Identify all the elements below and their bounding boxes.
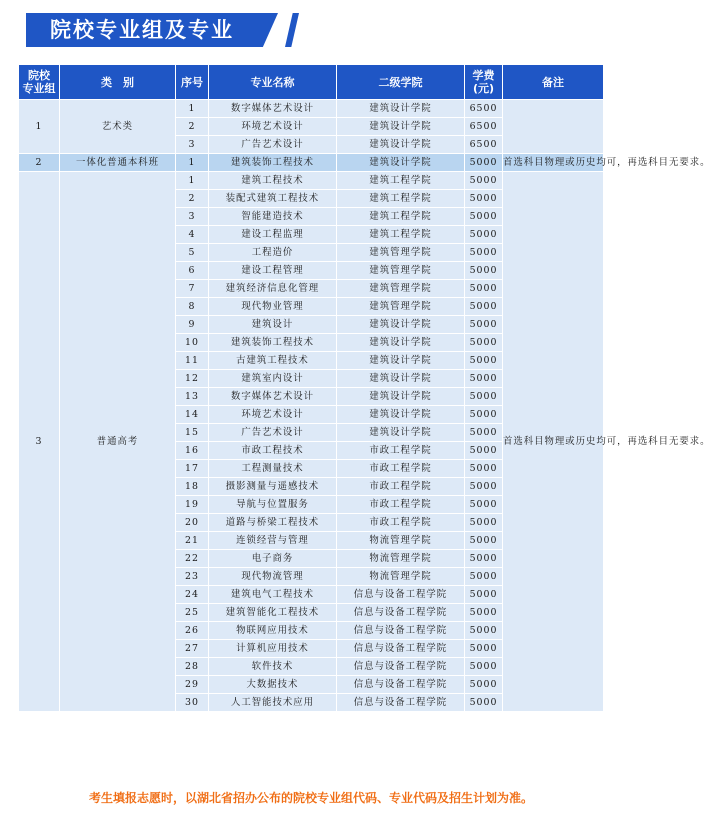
table-row [19,100,604,118]
seq-cell: 23 [176,568,209,586]
major-name-cell: 数字媒体艺术设计 [209,388,337,406]
fee-cell: 5000 [465,694,503,712]
fee-cell: 5000 [465,514,503,532]
seq-cell: 21 [176,532,209,550]
footer-notice: 考生填报志愿时，以湖北省招办公布的院校专业组代码、专业代码及招生计划为准。 [88,791,533,805]
college-cell: 建筑管理学院 [337,298,465,316]
major-name-cell: 装配式建筑工程技术 [209,190,337,208]
major-name-cell: 建筑装饰工程技术 [209,334,337,352]
seq-cell: 26 [176,622,209,640]
college-cell: 物流管理学院 [337,568,465,586]
major-name-cell: 人工智能技术应用 [209,694,337,712]
major-name-cell: 建筑设计 [209,316,337,334]
fee-cell: 5000 [465,496,503,514]
major-name-cell: 市政工程技术 [209,442,337,460]
fee-cell: 5000 [465,658,503,676]
group-id-cell: 2 [19,154,60,172]
college-cell: 信息与设备工程学院 [337,640,465,658]
fee-cell: 5000 [465,244,503,262]
fee-cell: 5000 [465,352,503,370]
fee-cell: 6500 [465,100,503,118]
major-name-cell: 建设工程监理 [209,226,337,244]
seq-cell: 12 [176,370,209,388]
college-cell: 物流管理学院 [337,550,465,568]
fee-cell: 5000 [465,532,503,550]
major-name-cell: 环境艺术设计 [209,406,337,424]
table-body [19,100,711,712]
major-name-cell: 工程造价 [209,244,337,262]
fee-cell: 5000 [465,478,503,496]
seq-cell: 20 [176,514,209,532]
college-cell: 建筑设计学院 [337,352,465,370]
seq-cell: 5 [176,244,209,262]
major-name-cell: 建筑智能化工程技术 [209,604,337,622]
college-cell: 市政工程学院 [337,514,465,532]
fee-cell: 6500 [465,136,503,154]
college-cell: 建筑设计学院 [337,100,465,118]
seq-cell: 3 [176,136,209,154]
seq-cell: 27 [176,640,209,658]
fee-cell: 5000 [465,172,503,190]
major-name-cell: 导航与位置服务 [209,496,337,514]
major-name-cell: 工程测量技术 [209,460,337,478]
seq-cell: 10 [176,334,209,352]
major-name-cell: 建筑室内设计 [209,370,337,388]
seq-cell: 29 [176,676,209,694]
college-cell: 建筑设计学院 [337,136,465,154]
seq-cell: 7 [176,280,209,298]
college-cell: 建筑工程学院 [337,190,465,208]
college-cell: 建筑工程学院 [337,208,465,226]
college-cell: 物流管理学院 [337,532,465,550]
college-cell: 信息与设备工程学院 [337,694,465,712]
header-fee: 学费 (元) [465,65,503,100]
major-name-cell: 广告艺术设计 [209,424,337,442]
header-note: 备注 [503,65,604,100]
fee-cell: 5000 [465,586,503,604]
college-cell: 建筑管理学院 [337,262,465,280]
college-cell: 市政工程学院 [337,478,465,496]
major-name-cell: 古建筑工程技术 [209,352,337,370]
fee-cell: 5000 [465,316,503,334]
seq-cell: 16 [176,442,209,460]
fee-cell: 5000 [465,226,503,244]
fee-cell: 6500 [465,118,503,136]
college-cell: 建筑设计学院 [337,334,465,352]
college-cell: 建筑管理学院 [337,244,465,262]
fee-cell: 5000 [465,208,503,226]
table-row [19,172,604,190]
seq-cell: 18 [176,478,209,496]
seq-cell: 13 [176,388,209,406]
seq-cell: 22 [176,550,209,568]
fee-cell: 5000 [465,280,503,298]
fee-cell: 5000 [465,550,503,568]
college-cell: 建筑设计学院 [337,370,465,388]
category-cell: 普通高考 [60,172,176,712]
major-name-cell: 建筑工程技术 [209,172,337,190]
table-row [19,154,604,172]
seq-cell: 6 [176,262,209,280]
seq-cell: 1 [176,154,209,172]
group-id-cell: 3 [19,172,60,712]
fee-cell: 5000 [465,568,503,586]
note-cell [503,100,604,154]
fee-cell: 5000 [465,640,503,658]
major-name-cell: 建筑装饰工程技术 [209,154,337,172]
category-cell: 一体化普通本科班 [60,154,176,172]
major-name-cell: 电子商务 [209,550,337,568]
fee-cell: 5000 [465,622,503,640]
college-cell: 建筑管理学院 [337,280,465,298]
fee-cell: 5000 [465,676,503,694]
majors-table [18,64,711,712]
category-cell: 艺术类 [60,100,176,154]
fee-cell: 5000 [465,334,503,352]
college-cell: 信息与设备工程学院 [337,676,465,694]
college-cell: 建筑设计学院 [337,424,465,442]
seq-cell: 30 [176,694,209,712]
college-cell: 市政工程学院 [337,442,465,460]
fee-cell: 5000 [465,190,503,208]
fee-cell: 5000 [465,262,503,280]
fee-cell: 5000 [465,424,503,442]
college-cell: 建筑设计学院 [337,154,465,172]
college-cell: 建筑设计学院 [337,388,465,406]
major-name-cell: 道路与桥梁工程技术 [209,514,337,532]
major-name-cell: 建设工程管理 [209,262,337,280]
fee-cell: 5000 [465,370,503,388]
header-seq: 序号 [176,65,209,100]
college-cell: 市政工程学院 [337,460,465,478]
table-header-row [19,65,604,100]
major-name-cell: 现代物流管理 [209,568,337,586]
header-college: 二级学院 [337,65,465,100]
seq-cell: 25 [176,604,209,622]
seq-cell: 2 [176,118,209,136]
title-slash-decoration [285,13,299,47]
major-name-cell: 建筑经济信息化管理 [209,280,337,298]
note-cell: 首选科目物理或历史均可，再选科目无要求。 [503,154,604,172]
seq-cell: 8 [176,298,209,316]
major-name-cell: 建筑电气工程技术 [209,586,337,604]
fee-cell: 5000 [465,154,503,172]
college-cell: 建筑设计学院 [337,316,465,334]
seq-cell: 17 [176,460,209,478]
seq-cell: 24 [176,586,209,604]
major-name-cell: 环境艺术设计 [209,118,337,136]
seq-cell: 2 [176,190,209,208]
seq-cell: 4 [176,226,209,244]
college-cell: 建筑设计学院 [337,406,465,424]
major-name-cell: 软件技术 [209,658,337,676]
seq-cell: 19 [176,496,209,514]
seq-cell: 3 [176,208,209,226]
seq-cell: 14 [176,406,209,424]
seq-cell: 11 [176,352,209,370]
note-cell: 首选科目物理或历史均可，再选科目无要求。 [503,172,604,712]
seq-cell: 1 [176,172,209,190]
header-group: 院校 专业组 [19,65,60,100]
college-cell: 信息与设备工程学院 [337,658,465,676]
page-title: 院校专业组及专业 [50,18,234,42]
fee-cell: 5000 [465,388,503,406]
seq-cell: 28 [176,658,209,676]
header-category: 类 别 [60,65,176,100]
major-name-cell: 连锁经营与管理 [209,532,337,550]
college-cell: 信息与设备工程学院 [337,622,465,640]
major-name-cell: 摄影测量与遥感技术 [209,478,337,496]
college-cell: 信息与设备工程学院 [337,586,465,604]
fee-cell: 5000 [465,406,503,424]
college-cell: 建筑设计学院 [337,118,465,136]
seq-cell: 9 [176,316,209,334]
fee-cell: 5000 [465,460,503,478]
college-cell: 建筑工程学院 [337,226,465,244]
fee-cell: 5000 [465,604,503,622]
college-cell: 建筑工程学院 [337,172,465,190]
group-id-cell: 1 [19,100,60,154]
major-name-cell: 计算机应用技术 [209,640,337,658]
header-major: 专业名称 [209,65,337,100]
major-name-cell: 大数据技术 [209,676,337,694]
major-name-cell: 智能建造技术 [209,208,337,226]
major-name-cell: 数字媒体艺术设计 [209,100,337,118]
major-name-cell: 广告艺术设计 [209,136,337,154]
section-header [0,0,622,56]
seq-cell: 15 [176,424,209,442]
major-name-cell: 物联网应用技术 [209,622,337,640]
fee-cell: 5000 [465,442,503,460]
fee-cell: 5000 [465,298,503,316]
seq-cell: 1 [176,100,209,118]
major-name-cell: 现代物业管理 [209,298,337,316]
college-cell: 市政工程学院 [337,496,465,514]
college-cell: 信息与设备工程学院 [337,604,465,622]
